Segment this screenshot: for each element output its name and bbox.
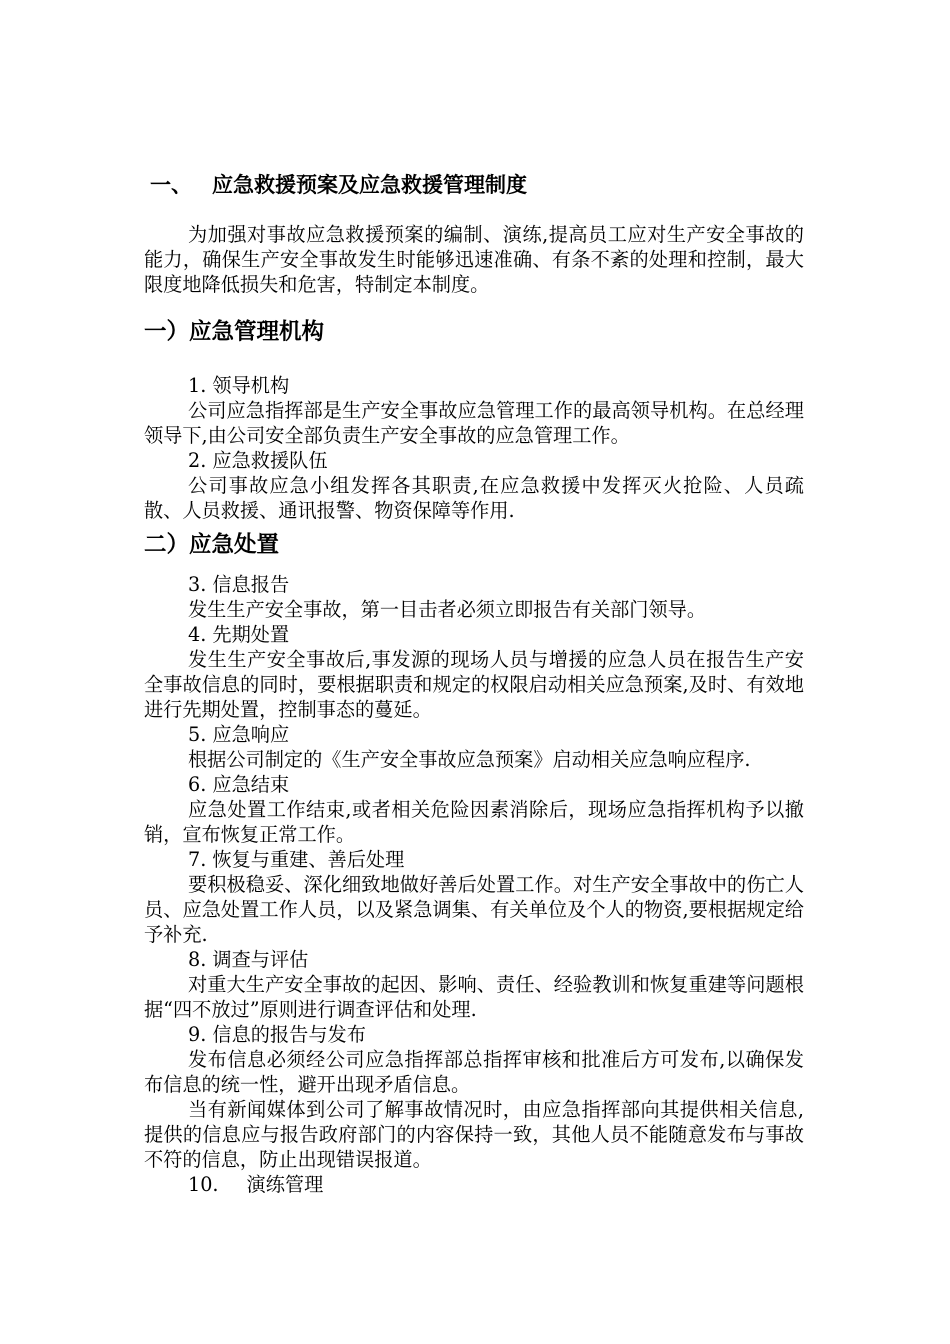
title-text: 应急救援预案及应急救援管理制度	[212, 173, 527, 197]
item-title: 2. 应急救援队伍	[188, 449, 328, 472]
item-paragraph: 当有新闻媒体到公司了解事故情况时，由应急指挥部向其提供相关信息,提供的信息应与报告政府部门的内容保持一致，其他人员不能随意发布与事故不符的信息，防止出现错误报道。	[144, 1098, 804, 1171]
intro-paragraph: 为加强对事故应急救援预案的编制、演练,提高员工应对生产安全事故的能力，确保生产安全事故发生时能够迅速准确、有条不紊的处理和控制，最大限度地降低损失和危害，特制定本制度。	[144, 223, 804, 296]
item-title: 1. 领导机构	[188, 374, 290, 397]
item-paragraph: 要积极稳妥、深化细致地做好善后处置工作。对生产安全事故中的伤亡人员、应急处置工作人员，以及紧急调集、有关单位及个人的物资,要根据规定给予补充.	[144, 873, 804, 946]
item-title: 8. 调查与评估	[188, 948, 309, 971]
item-paragraph: 根据公司制定的《生产安全事故应急预案》启动相关应急响应程序.	[188, 748, 751, 771]
section-2-body	[144, 572, 804, 1197]
item-paragraph: 公司事故应急小组发挥各其职责,在应急救援中发挥灭火抢险、人员疏散、人员救援、通讯报警、物资保障等作用.	[144, 474, 804, 522]
intro-block	[144, 222, 804, 297]
item-title: 7. 恢复与重建、善后处理	[188, 848, 405, 871]
section-1-heading: 一）应急管理机构	[144, 319, 325, 345]
item-paragraph: 发布信息必须经公司应急指挥部总指挥审核和批准后方可发布,以确保发布信息的统一性，避开出现矛盾信息。	[144, 1048, 804, 1096]
document-title	[150, 170, 527, 200]
item-number: 10.	[188, 1173, 219, 1196]
item-paragraph: 应急处置工作结束,或者相关危险因素消除后，现场应急指挥机构予以撤销，宣布恢复正常工作。	[144, 798, 804, 846]
section-1-body	[144, 373, 804, 523]
section-2-heading: 二）应急处置	[144, 532, 280, 558]
item-title: 5. 应急响应	[188, 723, 290, 746]
item-paragraph: 发生生产安全事故，第一目击者必须立即报告有关部门领导。	[188, 598, 707, 621]
item-paragraph: 对重大生产安全事故的起因、影响、责任、经验教训和恢复重建等问题根据“四不放过”原则进行调查评估和处理.	[144, 973, 804, 1021]
item-paragraph: 公司应急指挥部是生产安全事故应急管理工作的最高领导机构。在总经理领导下,由公司安全部负责生产安全事故的应急管理工作。	[144, 399, 804, 447]
item-text: 演练管理	[246, 1173, 324, 1196]
item-title-last	[144, 1172, 804, 1197]
item-title: 4. 先期处置	[188, 623, 290, 646]
item-title: 3. 信息报告	[188, 573, 290, 596]
item-title: 9. 信息的报告与发布	[188, 1023, 366, 1046]
item-title: 6. 应急结束	[188, 773, 290, 796]
item-paragraph: 发生生产安全事故后,事发源的现场人员与增援的应急人员在报告生产安全事故信息的同时，要根据职责和规定的权限启动相关应急预案,及时、有效地进行先期处置，控制事态的蔓延。	[144, 648, 804, 721]
title-number: 一、	[150, 173, 192, 197]
